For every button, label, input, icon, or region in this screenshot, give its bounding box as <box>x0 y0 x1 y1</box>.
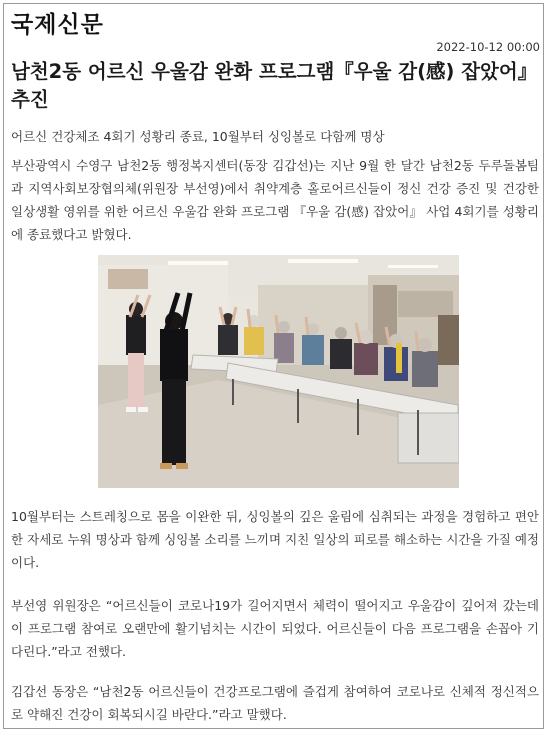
article-paragraph: 부선영 위원장은 “어르신들이 코로나19가 길어지면서 체력이 떨어지고 우울감이 깊어져 갔는데 이 프로그램 참여로 오랜만에 활기넘치는 시간이 되었다. 어르신들이 다음 프로그램을 손꼽아 기다린다.”라고 전했다. <box>11 598 539 659</box>
article-paragraph: 10월부터는 스트레칭으로 몸을 이완한 뒤, 싱잉볼의 깊은 울림에 심취되는 과정을 경험하고 편안한 자세로 누워 명상과 함께 싱잉볼 소리를 느끼며 지친 일상의 피로를 해소하는 시간을 가질 예정이다. <box>11 509 539 570</box>
article-subtitle: 어르신 건강체조 4회기 성황리 종료, 10월부터 싱잉볼로 다함께 명상 <box>11 129 385 144</box>
publish-date: 2022-10-12 00:00 <box>436 40 540 54</box>
article-paragraph: 부산광역시 수영구 남천2동 행정복지센터(동장 김갑선)는 지난 9월 한 달간 남천2동 두루돌봄팀과 지역사회보장협의체(위원장 부선영)에서 취약계층 홀로어르신들이 정신 건강 증진 및 건강한 일상생활 영위를 위한 어르신 우울감 완화 프로그램 『우울 감(感) 잡았어』 사업 4회기를 성황리에 종료했다고 밝혔다. <box>11 158 539 242</box>
article-photo <box>98 255 459 488</box>
exercise-class-photo <box>98 255 459 488</box>
article-headline: 남천2동 어르신 우울감 완화 프로그램『우울 감(感) 잡았어』추진 <box>11 60 528 111</box>
newspaper-logo: 국제신문 <box>11 12 104 38</box>
article-paragraph: 김갑선 동장은 “남천2동 어르신들이 건강프로그램에 즐겁게 참여하여 코로나로 신체적 정신적으로 약해진 건강이 회복되시길 바란다.”라고 말했다. <box>11 684 539 722</box>
